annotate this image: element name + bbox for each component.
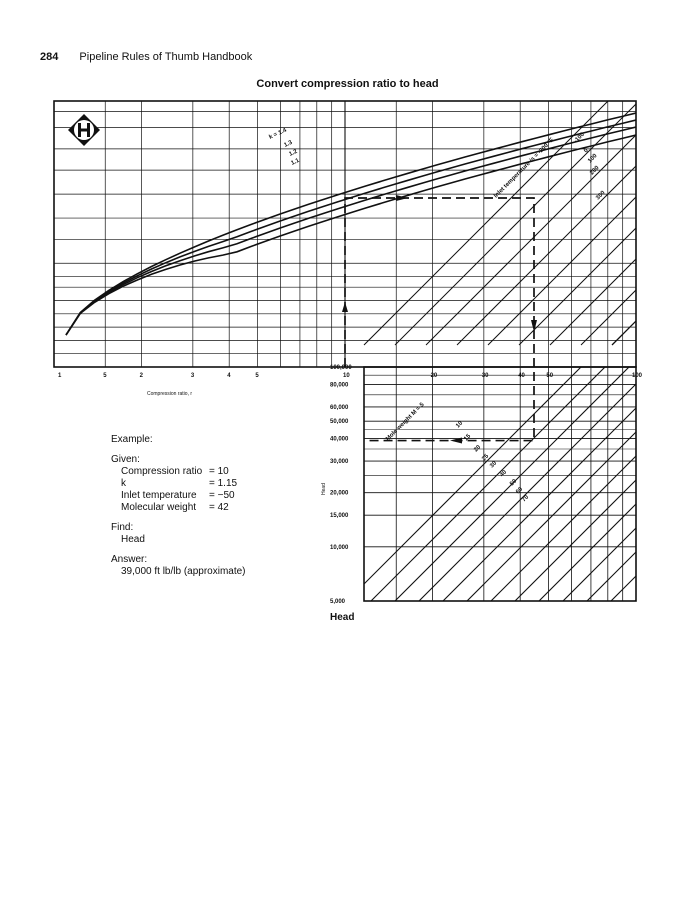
- mol-weight-title: Mole weight M = 5: [385, 401, 426, 443]
- param-value: = 42: [209, 502, 229, 513]
- param-value: = 1.15: [209, 478, 238, 489]
- x-tick-label: 4: [227, 373, 231, 379]
- temperature-line: [643, 55, 695, 345]
- arrow-up: [342, 302, 348, 312]
- k-curve-label: 1.3: [283, 139, 294, 149]
- mol-weight-line: [428, 340, 695, 640]
- temperature-label: 0: [583, 147, 590, 155]
- answer-value: 39,000 ft lb/lb (approximate): [121, 566, 246, 577]
- y-tick-label: 5,000: [330, 599, 346, 605]
- y-tick-label: 10,000: [330, 544, 349, 551]
- answer-block: [111, 554, 246, 578]
- mol-weight-label: 40: [499, 469, 509, 479]
- temperature-line: [519, 55, 695, 345]
- temperature-label: -100: [573, 131, 586, 145]
- book-title: Pipeline Rules of Thumb Handbook: [79, 51, 253, 63]
- temperature-lines: [364, 55, 695, 345]
- x-tick-label: 20: [430, 373, 438, 379]
- param-name: Molecular weight: [121, 502, 197, 513]
- mol-weight-line: [452, 340, 695, 640]
- temperature-label: 100: [587, 153, 599, 165]
- mol-weight-line: [380, 340, 680, 640]
- temperature-line: [364, 55, 654, 345]
- param-name: k: [121, 478, 126, 489]
- mol-weight-line: [548, 340, 695, 640]
- mol-weight-label: 15: [463, 433, 473, 443]
- y-tick-label: 80,000: [330, 382, 349, 389]
- given-row: [111, 478, 246, 490]
- x-tick-label: 50: [546, 373, 554, 379]
- k-curve-label: 1.1: [290, 157, 301, 167]
- y-tick-label: 15,000: [330, 513, 349, 520]
- x-tick-label: 3: [190, 373, 195, 379]
- temperature-line: [426, 55, 695, 345]
- x-tick-label: 1: [58, 373, 62, 379]
- x-tick-label: 10: [343, 373, 350, 379]
- page-number: 284: [40, 51, 59, 63]
- given-block: [111, 454, 246, 514]
- mol-weight-line: [620, 340, 695, 640]
- given-row: [111, 490, 246, 502]
- bottom-panel-frame: [364, 367, 636, 601]
- example-block: [111, 434, 246, 586]
- mol-weight-line: [572, 340, 695, 640]
- mol-weight-lines: [308, 340, 695, 640]
- x-tick-label: 5: [103, 373, 107, 379]
- temperature-title: Inlet temperature is = -200 °F: [493, 137, 556, 200]
- y-tick-label: 60,000: [330, 404, 349, 411]
- y-tick-label: 40,000: [330, 436, 349, 443]
- x-axis-label: Compression ratio, r: [147, 391, 193, 397]
- given-label: Given:: [111, 454, 140, 465]
- temperature-line: [395, 55, 685, 345]
- temperature-label: 200: [589, 165, 601, 177]
- y-tick-label: 50,000: [330, 419, 349, 426]
- param-name: Inlet temperature: [121, 490, 197, 501]
- x-tick-label: 2: [139, 373, 143, 379]
- given-row: [111, 466, 246, 478]
- mol-weight-label: 60: [515, 486, 525, 496]
- x-tick-label: 30: [481, 373, 489, 379]
- mol-weight-line: [332, 340, 632, 640]
- temperature-line: [674, 55, 695, 345]
- mol-weight-line: [356, 340, 656, 640]
- mol-weight-label: 25: [481, 453, 491, 463]
- find-label: Find:: [111, 522, 134, 533]
- mol-weight-label: 50: [509, 478, 519, 488]
- mol-weight-line: [404, 340, 695, 640]
- find-value: Head: [121, 534, 145, 545]
- head-caption: Head: [330, 612, 355, 623]
- mol-weight-line: [476, 340, 695, 640]
- mol-weight-label: 20: [473, 444, 483, 454]
- param-value: = 10: [209, 466, 229, 477]
- x-tick-label: 5: [255, 373, 259, 379]
- bottom-grid: [364, 367, 636, 601]
- k-curve-label: k = 1.4: [268, 127, 288, 141]
- mol-weight-label: 30: [489, 460, 499, 470]
- example-heading: Example:: [111, 434, 153, 445]
- temperature-line: [488, 55, 695, 345]
- y-axis-label: Head: [321, 483, 327, 495]
- arrow-down: [531, 320, 537, 332]
- k-curve: [66, 135, 636, 335]
- y-tick-label: 100,000: [330, 365, 352, 371]
- y-tick-label: 30,000: [330, 459, 349, 466]
- mol-weight-label: 70: [521, 494, 531, 504]
- answer-label: Answer:: [111, 554, 148, 565]
- given-row: [111, 502, 246, 514]
- y-tick-label: 20,000: [330, 490, 349, 497]
- temperature-line: [457, 55, 695, 345]
- figure-title: Convert compression ratio to head: [256, 78, 439, 90]
- x-tick-label: 100: [632, 373, 643, 379]
- temperature-label: 300: [595, 190, 607, 202]
- param-name: Compression ratio: [121, 466, 203, 477]
- x-tick-label: 40: [518, 373, 525, 379]
- param-value: = −50: [209, 490, 235, 501]
- mol-weight-line: [524, 340, 695, 640]
- k-curve-label: 1.2: [288, 148, 299, 158]
- company-logo: [68, 114, 100, 146]
- find-block: [111, 522, 246, 546]
- mol-weight-line: [308, 340, 608, 640]
- mol-weight-label: 10: [455, 420, 465, 430]
- k-curve: [66, 120, 636, 335]
